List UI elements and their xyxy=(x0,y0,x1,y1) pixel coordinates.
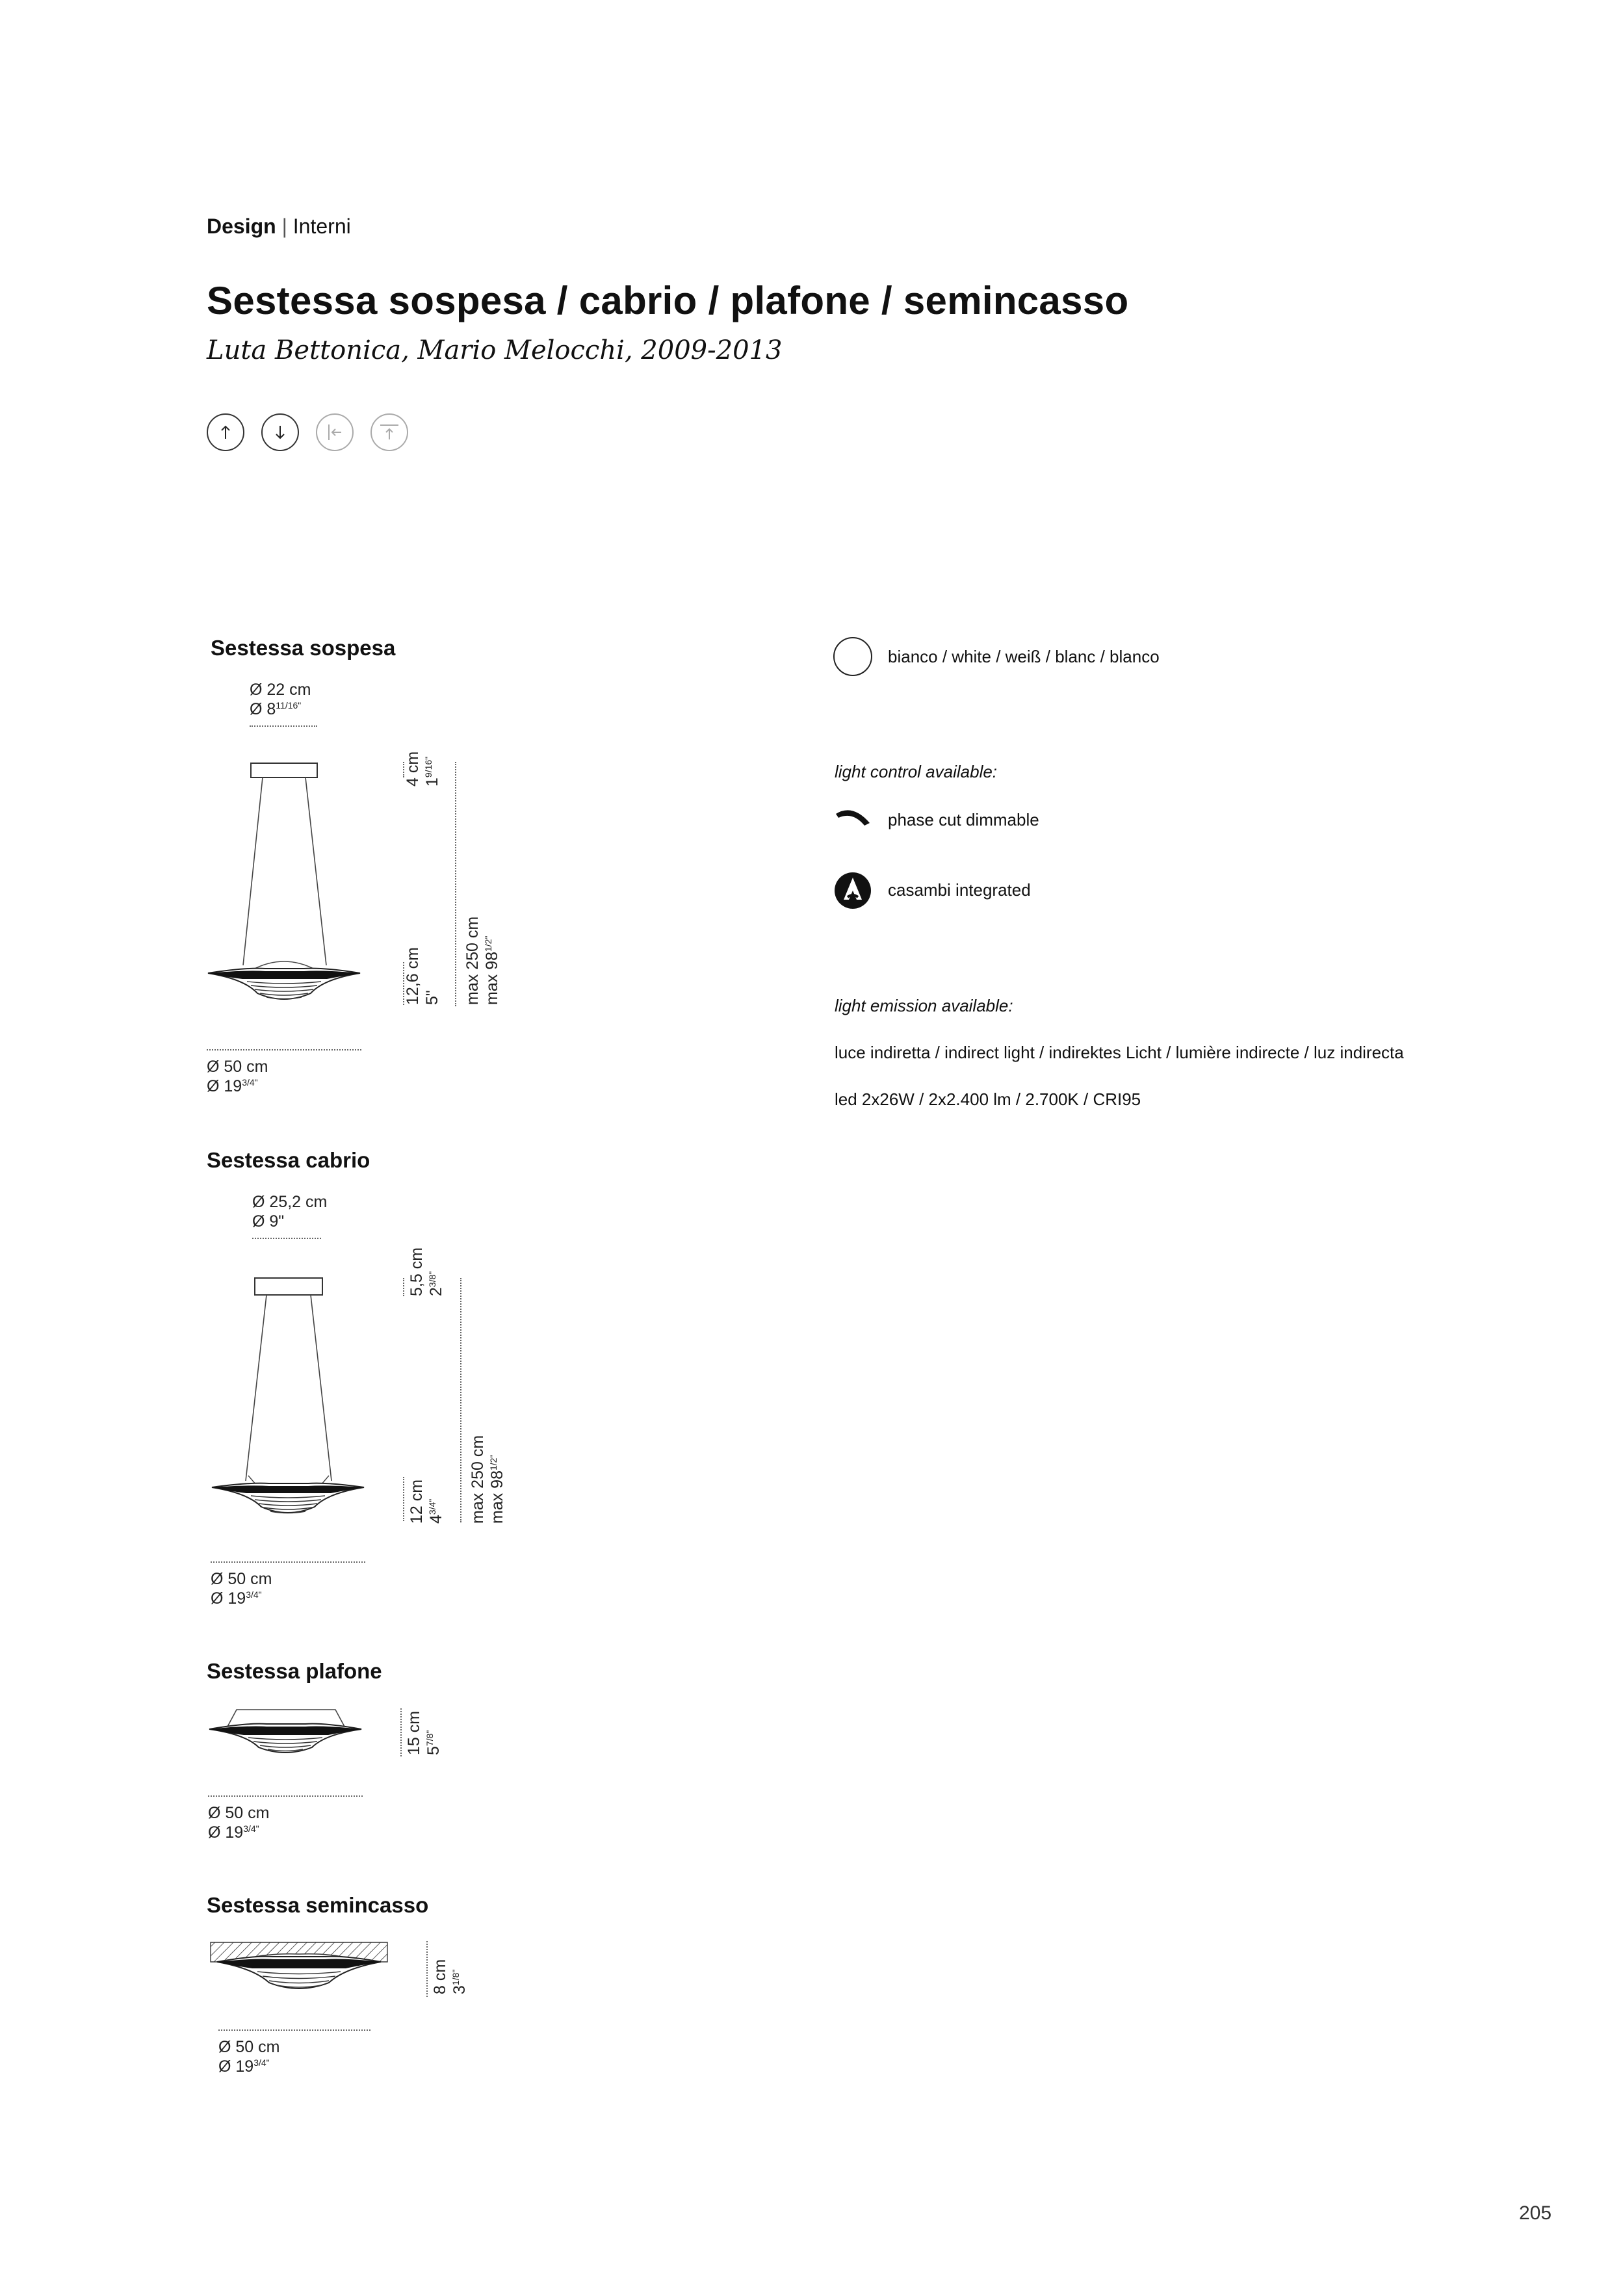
led-spec: led 2x26W / 2x2.400 lm / 2.700K / CRI95 xyxy=(835,1089,1141,1109)
cabrio-canopy-h-frac: 3/8" xyxy=(427,1271,437,1288)
brand-design: Design xyxy=(207,215,276,238)
cabrio-max-cm: max 250 cm xyxy=(469,1435,487,1524)
semincasso-title: Sestessa semincasso xyxy=(207,1893,429,1917)
cabrio-diameter xyxy=(211,1569,272,1608)
control-phase-cut: phase cut dimmable xyxy=(888,810,1039,829)
semincasso-h-frac: 1/8" xyxy=(450,1969,461,1986)
brand-interni: Interni xyxy=(292,215,351,238)
sospesa-max-cm: max 250 cm xyxy=(463,916,482,1005)
brand-line xyxy=(207,215,351,239)
cabrio-top-diam-in: Ø 9" xyxy=(252,1212,285,1231)
cabrio-max-line xyxy=(460,1278,461,1522)
sospesa-body-h-in: 5" xyxy=(423,990,441,1005)
cabrio-body-h-in: 4 xyxy=(427,1515,445,1524)
cabrio-max-frac: 1/2" xyxy=(488,1454,499,1471)
sospesa-top-diam-frac: 11/16" xyxy=(276,700,302,711)
cabrio-top-diam-line xyxy=(252,1238,321,1239)
sospesa-diam-cm: Ø 50 cm xyxy=(207,1058,268,1076)
sospesa-body-h-cm: 12,6 cm xyxy=(404,947,422,1005)
sospesa-top-diam-line xyxy=(250,725,317,727)
sospesa-title: Sestessa sospesa xyxy=(211,636,396,660)
cabrio-diam-line xyxy=(211,1561,365,1563)
page-number: 205 xyxy=(1519,2202,1552,2224)
arrow-left-wall-icon xyxy=(316,413,354,451)
sospesa-top-diameter xyxy=(250,680,311,719)
phase-cut-dimmable-icon xyxy=(833,803,872,829)
sospesa-diam-frac: 3/4" xyxy=(242,1077,258,1088)
cabrio-top-diameter xyxy=(252,1192,327,1231)
finish-label: bianco / white / weiß / blanc / blanco xyxy=(888,647,1160,666)
cabrio-body-line xyxy=(403,1477,404,1521)
sospesa-canopy-h-cm: 4 cm xyxy=(404,751,422,787)
cabrio-body-h-in-line xyxy=(426,1480,446,1524)
finish-white-swatch-icon xyxy=(833,637,872,676)
cabrio-body-h-cm: 12 cm xyxy=(408,1479,426,1524)
light-control-heading: light control available: xyxy=(835,762,998,781)
plafone-diameter xyxy=(208,1803,269,1842)
semincasso-diam-line xyxy=(218,2029,370,2031)
semincasso-diam-frac: 3/4" xyxy=(253,2057,270,2068)
cabrio-max-height xyxy=(468,1435,507,1524)
cabrio-canopy-height xyxy=(407,1247,446,1296)
plafone-diam-in-line xyxy=(208,1823,269,1842)
sospesa-diam-line xyxy=(207,1049,361,1050)
semincasso-h-cm: 8 cm xyxy=(431,1959,449,1994)
cabrio-diam-frac: 3/4" xyxy=(246,1589,262,1600)
authors: Luta Bettonica, Mario Melocchi, 2009-2013 xyxy=(207,335,783,365)
cabrio-canopy-line xyxy=(403,1278,404,1296)
semincasso-height xyxy=(430,1959,469,1994)
semincasso-diam-in: Ø 19 xyxy=(218,2057,254,2076)
plafone-height xyxy=(404,1711,443,1755)
cabrio-top-diam-cm: Ø 25,2 cm xyxy=(252,1193,328,1211)
arrow-up-ceiling-icon xyxy=(370,413,408,451)
cabrio-diam-cm: Ø 50 cm xyxy=(211,1570,272,1588)
plafone-h-frac: 7/8" xyxy=(424,1730,435,1747)
sospesa-canopy-h-in: 1 xyxy=(423,777,441,787)
plafone-h-in: 5 xyxy=(424,1746,443,1755)
emission-type: luce indiretta / indirect light / indirektes Licht / lumière indirecte / luz indirecta xyxy=(835,1043,1404,1062)
sospesa-top-diam-in-line xyxy=(250,699,311,719)
control-casambi: casambi integrated xyxy=(888,880,1031,900)
plafone-title: Sestessa plafone xyxy=(207,1659,382,1683)
sospesa-drawing xyxy=(207,761,363,1008)
semincasso-diam-in-line xyxy=(218,2057,279,2076)
plafone-diam-in: Ø 19 xyxy=(208,1823,244,1842)
plafone-drawing xyxy=(208,1707,364,1759)
brand-separator: | xyxy=(281,215,287,238)
plafone-height-line xyxy=(400,1708,402,1756)
arrow-up-icon[interactable] xyxy=(207,413,244,451)
cabrio-drawing xyxy=(211,1274,367,1521)
cabrio-title: Sestessa cabrio xyxy=(207,1148,370,1172)
cabrio-canopy-h-cm: 5,5 cm xyxy=(408,1247,426,1296)
sospesa-top-diam-cm: Ø 22 cm xyxy=(250,681,311,699)
cabrio-canopy-h-in: 2 xyxy=(427,1287,445,1296)
plafone-h-in-line xyxy=(424,1711,443,1755)
light-emission-heading: light emission available: xyxy=(835,996,1013,1015)
semincasso-drawing xyxy=(208,1940,390,2005)
semincasso-diam-cm: Ø 50 cm xyxy=(218,2038,280,2056)
sospesa-canopy-h-in-line xyxy=(422,751,442,787)
sospesa-max-in: max 98 xyxy=(483,952,501,1005)
sospesa-max-frac: 1/2" xyxy=(483,935,493,952)
plafone-h-cm: 15 cm xyxy=(405,1710,423,1755)
cabrio-diam-in: Ø 19 xyxy=(211,1589,246,1608)
plafone-diam-line xyxy=(208,1795,363,1797)
semincasso-h-in-line xyxy=(450,1959,469,1994)
casambi-icon xyxy=(833,871,872,910)
plafone-diam-frac: 3/4" xyxy=(243,1823,259,1834)
sospesa-diameter xyxy=(207,1057,268,1096)
sospesa-canopy-height xyxy=(403,751,442,787)
semincasso-diameter xyxy=(218,2037,279,2076)
cabrio-max-in: max 98 xyxy=(488,1470,506,1524)
sospesa-diam-in-line xyxy=(207,1076,268,1096)
cabrio-max-in-line xyxy=(487,1435,507,1524)
semincasso-h-in: 3 xyxy=(450,1985,469,1994)
sospesa-max-height xyxy=(463,917,502,1005)
cabrio-canopy-h-in-line xyxy=(426,1247,446,1296)
cabrio-diam-in-line xyxy=(211,1589,272,1608)
sospesa-max-line xyxy=(455,762,456,1006)
sospesa-max-in-line xyxy=(482,917,502,1005)
plafone-diam-cm: Ø 50 cm xyxy=(208,1804,270,1822)
cabrio-body-height xyxy=(407,1480,446,1524)
arrow-down-icon[interactable] xyxy=(261,413,299,451)
cabrio-body-h-frac: 3/4" xyxy=(427,1498,437,1515)
sospesa-body-height xyxy=(403,947,442,1005)
sospesa-canopy-h-frac: 9/16" xyxy=(423,756,434,778)
page-title: Sestessa sospesa / cabrio / plafone / semincasso xyxy=(207,279,1129,322)
sospesa-diam-in: Ø 19 xyxy=(207,1077,242,1095)
semincasso-height-line xyxy=(426,1941,428,1997)
sospesa-top-diam-in: Ø 8 xyxy=(250,700,276,718)
